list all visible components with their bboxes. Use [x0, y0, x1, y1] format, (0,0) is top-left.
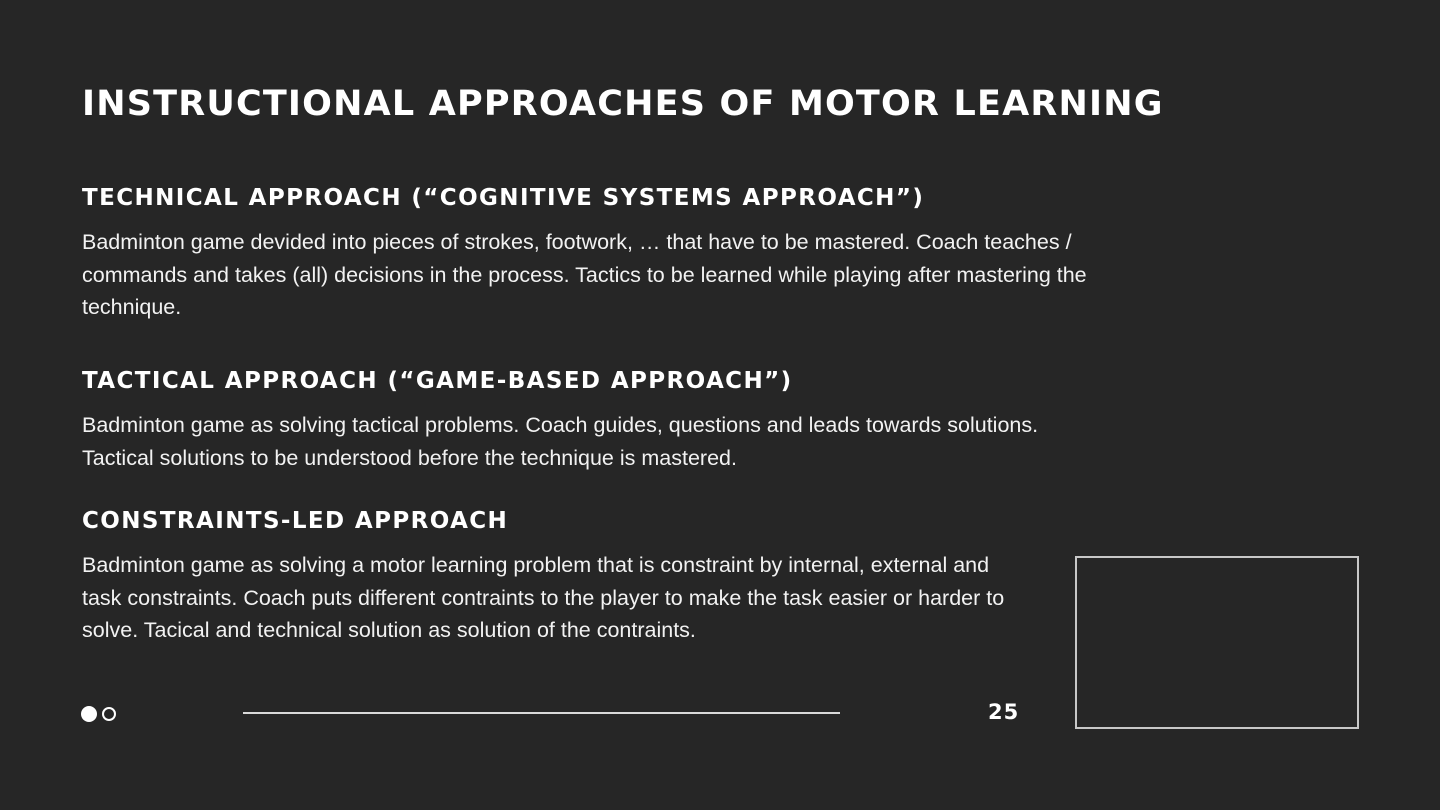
section-heading: TACTICAL APPROACH (“GAME-BASED APPROACH”) — [82, 368, 793, 394]
ring-dot-icon — [102, 707, 116, 721]
image-placeholder-frame — [1075, 556, 1359, 729]
slide-title: INSTRUCTIONAL APPROACHES OF MOTOR LEARNING — [82, 84, 1164, 124]
section-tactical-approach — [82, 367, 1092, 474]
section-technical-approach — [82, 184, 1162, 324]
footer-divider — [243, 712, 840, 714]
section-body: Badminton game devided into pieces of strokes, footwork, … that have to be mastered. Coach teaches / commands and takes (all) decisions in the process. Tactics to be learned while playing after mastering the technique. — [82, 230, 1087, 320]
section-constraints-led-approach — [82, 507, 1022, 647]
section-heading: CONSTRAINTS-LED APPROACH — [82, 508, 509, 534]
page-number: 25 — [988, 700, 1020, 724]
section-body: Badminton game as solving tactical problems. Coach guides, questions and leads towards solutions. Tactical solutions to be understood before the technique is mastered. — [82, 413, 1039, 470]
section-body: Badminton game as solving a motor learning problem that is constraint by internal, external and task constraints. Coach puts different contraints to the player to make the task easier or harder to solve. Tacical and technical solution as solution of the contraints. — [82, 553, 1005, 643]
filled-dot-icon — [81, 706, 97, 722]
section-heading: TECHNICAL APPROACH (“COGNITIVE SYSTEMS APPROACH”) — [82, 185, 925, 211]
